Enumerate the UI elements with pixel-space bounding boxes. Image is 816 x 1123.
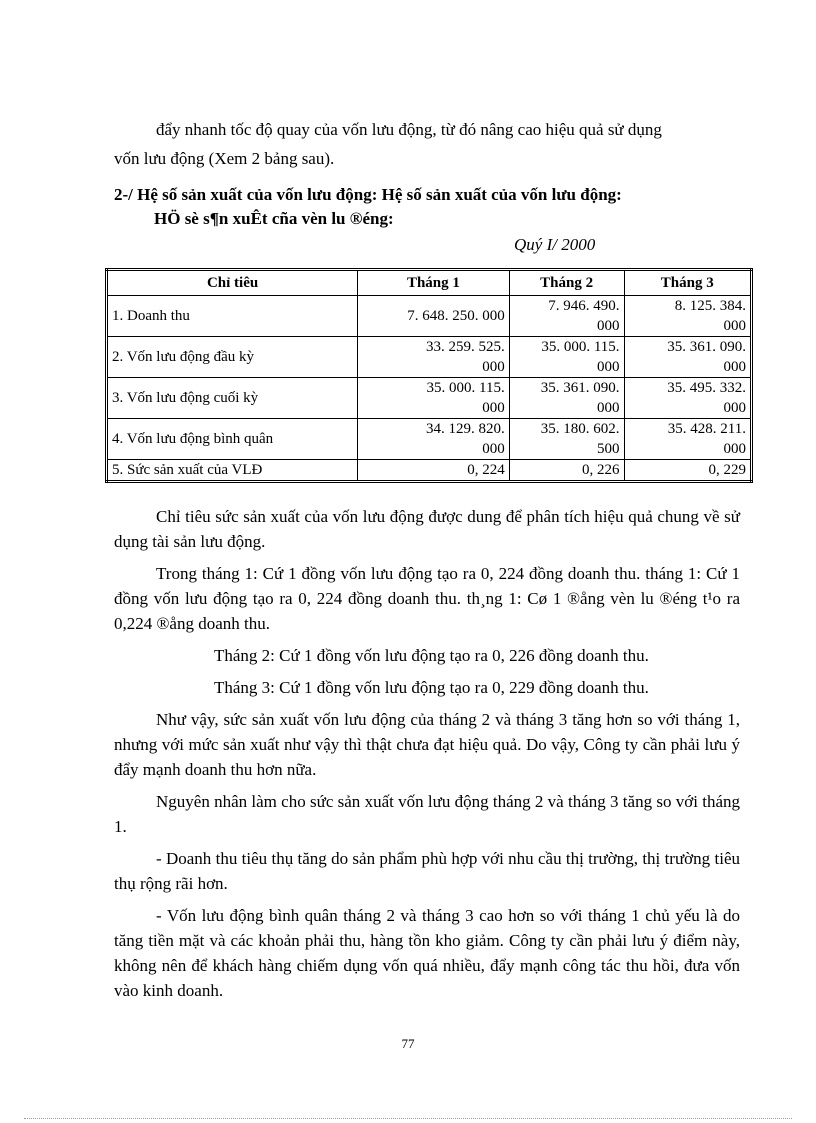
intro-line-1: đẩy nhanh tốc độ quay của vốn lưu động, từ đó nâng cao hiệu quả sử dụng	[156, 120, 662, 139]
paragraph: Chỉ tiêu sức sản xuất của vốn lưu động được dung để phân tích hiệu quả chung về sử dụng tài sản lưu động.	[114, 507, 740, 551]
capital-table	[105, 268, 753, 483]
section-heading-line-1: 2-/ Hệ số sản xuất của vốn lưu động: Hệ số sản xuất của vốn lưu động:	[114, 185, 622, 204]
page-number: 77	[401, 1036, 415, 1051]
cell-month-2: 35. 000. 115. 000	[509, 337, 624, 378]
table-row	[107, 378, 752, 419]
paragraph-month-2: Tháng 2: Cứ 1 đồng vốn lưu động tạo ra 0, 226 đồng doanh thu.	[214, 646, 649, 665]
cell-month-3: 35. 361. 090. 000	[624, 337, 751, 378]
page-bottom-border	[24, 1118, 792, 1119]
cell-month-1: 35. 000. 115. 000	[358, 378, 510, 419]
cell-month-3: 35. 428. 211. 000	[624, 419, 751, 460]
paragraph: Nguyên nhân làm cho sức sản xuất vốn lưu động tháng 2 và tháng 3 tăng so với tháng 1.	[114, 792, 740, 836]
row-label: 4. Vốn lưu động bình quân	[107, 419, 358, 460]
row-label: 5. Sức sản xuất của VLĐ	[107, 460, 358, 482]
cell-month-1: 33. 259. 525. 000	[358, 337, 510, 378]
table-row	[107, 460, 752, 482]
paragraph: - Doanh thu tiêu thụ tăng do sản phẩm phù hợp với nhu cầu thị trường, thị trường tiêu thụ rộng rãi hơn.	[114, 849, 740, 893]
cell-month-3: 8. 125. 384. 000	[624, 296, 751, 337]
row-label: 2. Vốn lưu động đầu kỳ	[107, 337, 358, 378]
cell-month-2: 35. 180. 602. 500	[509, 419, 624, 460]
intro-line-2: vốn lưu động (Xem 2 bảng sau).	[114, 149, 335, 168]
row-label: 1. Doanh thu	[107, 296, 358, 337]
row-label: 3. Vốn lưu động cuối kỳ	[107, 378, 358, 419]
header-month-3: Tháng 3	[624, 270, 751, 296]
section-heading	[114, 183, 742, 231]
table-row	[107, 419, 752, 460]
cell-month-2: 0, 226	[509, 460, 624, 482]
header-month-1: Tháng 1	[358, 270, 510, 296]
cell-month-3: 35. 495. 332. 000	[624, 378, 751, 419]
table-header-row	[107, 270, 752, 296]
cell-month-1: 0, 224	[358, 460, 510, 482]
cell-month-1: 7. 648. 250. 000	[358, 296, 510, 337]
cell-month-2: 35. 361. 090. 000	[509, 378, 624, 419]
table-caption: Quý I/ 2000	[514, 235, 596, 254]
paragraph: Như vậy, sức sản xuất vốn lưu động của tháng 2 và tháng 3 tăng hơn so với tháng 1, nhưng với mức sản xuất như vậy thì thật chưa đạt hiệu quả. Do vậy, Công ty cần phải lưu ý đẩy mạnh doanh thu hơn nữa.	[114, 710, 740, 779]
section-heading-line-2: HÖ sè s¶n xuÊt cña vèn lu ®éng:	[154, 209, 394, 228]
cell-month-3: 0, 229	[624, 460, 751, 482]
cell-month-1: 34. 129. 820. 000	[358, 419, 510, 460]
header-indicator: Chỉ tiêu	[107, 270, 358, 296]
table-row	[107, 337, 752, 378]
header-month-2: Tháng 2	[509, 270, 624, 296]
paragraph: Trong tháng 1: Cứ 1 đồng vốn lưu động tạo ra 0, 224 đồng doanh thu. tháng 1: Cứ 1 đồng vốn lưu động tạo ra 0, 224 đồng doanh thu. th¸ng 1: Cø 1 ®ång vèn lu ®éng t¹o ra 0,224 ®ång doanh thu.	[114, 564, 740, 633]
paragraph: - Vốn lưu động bình quân tháng 2 và tháng 3 cao hơn so với tháng 1 chủ yếu là do tăng tiền mặt và các khoản phải thu, hàng tồn kho giảm. Công ty cần phải lưu ý điểm này, không nên để khách hàng chiếm dụng vốn quá nhiều, đẩy mạnh công tác thu hồi, đưa vốn vào kinh doanh.	[114, 906, 740, 1000]
table-row	[107, 296, 752, 337]
paragraph-month-3: Tháng 3: Cứ 1 đồng vốn lưu động tạo ra 0, 229 đồng doanh thu.	[214, 678, 649, 697]
cell-month-2: 7. 946. 490. 000	[509, 296, 624, 337]
